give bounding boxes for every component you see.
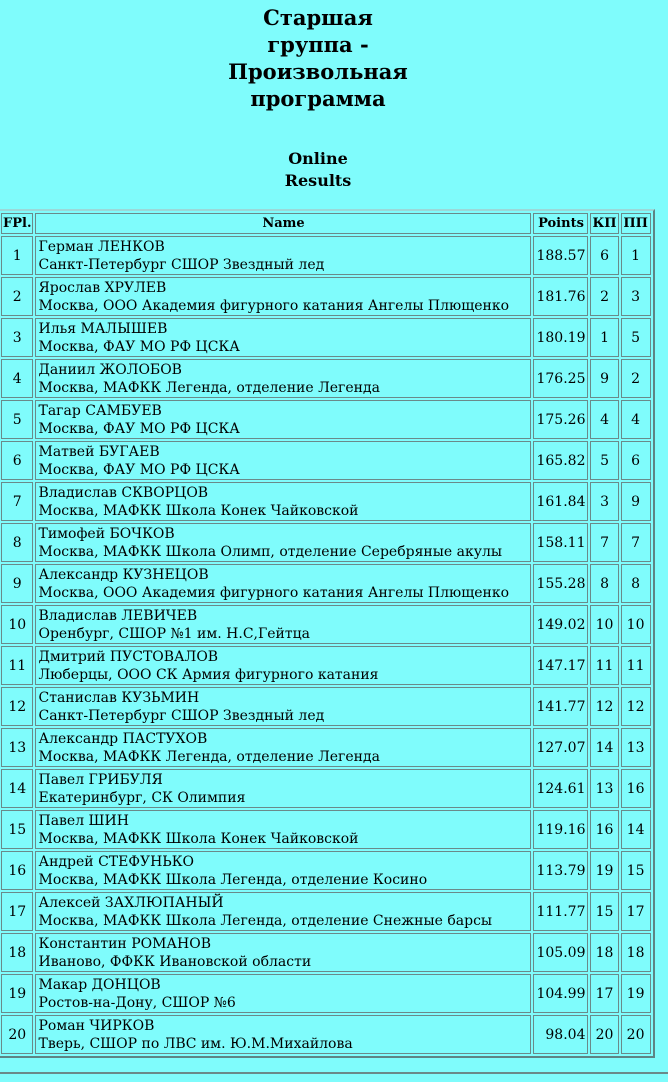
points-cell: 105.09 [533,933,588,972]
points-cell: 111.77 [533,892,588,931]
skater-club: Москва, ФАУ МО РФ ЦСКА [38,461,240,478]
table-row [1,728,651,767]
skater-cell [35,441,531,480]
points-cell: 175.26 [533,400,588,439]
kp-cell: 4 [590,400,618,439]
skater-club: Москва, МАФКК Легенда, отделение Легенда [38,379,380,396]
skater-name: Павел ШИН [38,812,129,829]
header-row [1,213,651,234]
skater-name: Александр КУЗНЕЦОВ [38,566,209,583]
skater-name: Станислав КУЗЬМИН [38,689,200,706]
skater-cell [35,687,531,726]
skater-cell [35,359,531,398]
place-cell: 13 [1,728,33,767]
points-cell: 104.99 [533,974,588,1013]
points-cell: 155.28 [533,564,588,603]
kp-cell: 3 [590,482,618,521]
skater-name: Макар ДОНЦОВ [38,976,161,993]
points-cell: 119.16 [533,810,588,849]
title-line: программа [250,86,386,111]
skater-cell [35,810,531,849]
kp-cell: 17 [590,974,618,1013]
skater-cell [35,769,531,808]
kp-cell: 5 [590,441,618,480]
points-cell: 176.25 [533,359,588,398]
header-pp: ПП [621,213,651,234]
skater-name: Герман ЛЕНКОВ [38,238,165,255]
place-cell: 6 [1,441,33,480]
place-cell: 1 [1,236,33,275]
pp-cell: 13 [621,728,651,767]
skater-club: Москва, ФАУ МО РФ ЦСКА [38,420,240,437]
kp-cell: 6 [590,236,618,275]
pp-cell: 6 [621,441,651,480]
kp-cell: 10 [590,605,618,644]
pp-cell: 16 [621,769,651,808]
place-cell: 19 [1,974,33,1013]
pp-cell: 3 [621,277,651,316]
table-row [1,605,651,644]
title-line: Старшая [263,5,373,30]
place-cell: 5 [1,400,33,439]
table-row [1,687,651,726]
kp-cell: 8 [590,564,618,603]
pp-cell: 5 [621,318,651,357]
skater-club: Москва, МАФКК Школа Конек Чайковской [38,502,359,519]
table-row [1,851,651,890]
points-cell: 124.61 [533,769,588,808]
skater-cell [35,1015,531,1054]
table-row [1,810,651,849]
pp-cell: 11 [621,646,651,685]
skater-name: Даниил ЖОЛОБОВ [38,361,182,378]
place-cell: 4 [1,359,33,398]
table-row [1,523,651,562]
skater-club: Ростов-на-Дону, СШОР №6 [38,994,236,1011]
skater-cell [35,933,531,972]
skater-name: Алексей ЗАХЛЮПАНЫЙ [38,894,224,911]
points-cell: 98.04 [533,1015,588,1054]
skater-club: Санкт-Петербург СШОР Звездный лед [38,707,325,724]
skater-name: Александр ПАСТУХОВ [38,730,208,747]
skater-name: Дмитрий ПУСТОВАЛОВ [38,648,219,665]
pp-cell: 2 [621,359,651,398]
kp-cell: 20 [590,1015,618,1054]
place-cell: 16 [1,851,33,890]
points-cell: 147.17 [533,646,588,685]
table-row [1,236,651,275]
skater-club: Москва, МАФКК Школа Легенда, отделение Косино [38,871,428,888]
skater-cell [35,400,531,439]
points-cell: 181.76 [533,277,588,316]
skater-club: Москва, МАФКК Легенда, отделение Легенда [38,748,380,765]
kp-cell: 15 [590,892,618,931]
skater-name: Андрей СТЕФУНЬКО [38,853,195,870]
pp-cell: 14 [621,810,651,849]
pp-cell: 1 [621,236,651,275]
table-row [1,933,651,972]
table-row [1,482,651,521]
skater-cell [35,277,531,316]
kp-cell: 19 [590,851,618,890]
title-line: группа - [267,32,369,57]
bottom-table-edge [0,1072,668,1082]
pp-cell: 19 [621,974,651,1013]
place-cell: 11 [1,646,33,685]
skater-name: Тагар САМБУЕВ [38,402,162,419]
pp-cell: 20 [621,1015,651,1054]
skater-cell [35,564,531,603]
kp-cell: 16 [590,810,618,849]
points-cell: 180.19 [533,318,588,357]
pp-cell: 8 [621,564,651,603]
skater-club: Москва, ФАУ МО РФ ЦСКА [38,338,240,355]
skater-cell [35,523,531,562]
pp-cell: 4 [621,400,651,439]
table-row [1,277,651,316]
place-cell: 7 [1,482,33,521]
subtitle-line: Results [284,171,352,190]
skater-club: Оренбург, СШОР №1 им. Н.С,Гейтца [38,625,310,642]
skater-name: Роман ЧИРКОВ [38,1017,155,1034]
subtitle-line: Online [288,149,348,168]
kp-cell: 9 [590,359,618,398]
skater-name: Тимофей БОЧКОВ [38,525,175,542]
page-subtitle [0,148,636,192]
place-cell: 18 [1,933,33,972]
skater-name: Матвей БУГАЕВ [38,443,160,460]
page-title [0,4,636,112]
table-row [1,359,651,398]
points-cell: 127.07 [533,728,588,767]
skater-club: Москва, МАФКК Школа Конек Чайковской [38,830,359,847]
skater-club: Москва, ООО Академия фигурного катания Ангелы Плющенко [38,584,510,601]
table-row [1,564,651,603]
title-line: Произвольная [228,59,408,84]
header-name: Name [35,213,531,234]
skater-name: Ярослав ХРУЛЕВ [38,279,167,296]
header-points: Points [533,213,588,234]
place-cell: 10 [1,605,33,644]
points-cell: 161.84 [533,482,588,521]
skater-club: Екатеринбург, СК Олимпия [38,789,246,806]
skater-club: Люберцы, ООО СК Армия фигурного катания [38,666,379,683]
kp-cell: 2 [590,277,618,316]
skater-cell [35,892,531,931]
skater-cell [35,974,531,1013]
place-cell: 12 [1,687,33,726]
place-cell: 3 [1,318,33,357]
points-cell: 113.79 [533,851,588,890]
results-table [0,209,655,1058]
pp-cell: 7 [621,523,651,562]
table-row [1,441,651,480]
table-row [1,769,651,808]
kp-cell: 1 [590,318,618,357]
table-row [1,1015,651,1054]
table-row [1,318,651,357]
skater-club: Москва, МАФКК Школа Олимп, отделение Серебряные акулы [38,543,503,560]
kp-cell: 14 [590,728,618,767]
pp-cell: 10 [621,605,651,644]
skater-club: Москва, МАФКК Школа Легенда, отделение Снежные барсы [38,912,493,929]
kp-cell: 7 [590,523,618,562]
place-cell: 20 [1,1015,33,1054]
skater-club: Санкт-Петербург СШОР Звездный лед [38,256,325,273]
skater-club: Тверь, СШОР по ЛВС им. Ю.М.Михайлова [38,1035,353,1052]
pp-cell: 15 [621,851,651,890]
pp-cell: 18 [621,933,651,972]
skater-cell [35,605,531,644]
header-kp: КП [590,213,618,234]
points-cell: 165.82 [533,441,588,480]
skater-club: Москва, ООО Академия фигурного катания Ангелы Плющенко [38,297,510,314]
kp-cell: 13 [590,769,618,808]
header-fpl: FPl. [1,213,33,234]
kp-cell: 12 [590,687,618,726]
pp-cell: 9 [621,482,651,521]
table-row [1,646,651,685]
place-cell: 2 [1,277,33,316]
place-cell: 14 [1,769,33,808]
skater-name: Константин РОМАНОВ [38,935,212,952]
table-row [1,892,651,931]
skater-cell [35,236,531,275]
table-row [1,974,651,1013]
place-cell: 17 [1,892,33,931]
skater-cell [35,728,531,767]
pp-cell: 12 [621,687,651,726]
skater-cell [35,646,531,685]
skater-club: Иваново, ФФКК Ивановской области [38,953,312,970]
skater-name: Павел ГРИБУЛЯ [38,771,163,788]
points-cell: 149.02 [533,605,588,644]
skater-cell [35,318,531,357]
place-cell: 9 [1,564,33,603]
table-row [1,400,651,439]
points-cell: 188.57 [533,236,588,275]
skater-name: Владислав СКВОРЦОВ [38,484,209,501]
skater-name: Илья МАЛЫШЕВ [38,320,168,337]
skater-name: Владислав ЛЕВИЧЕВ [38,607,198,624]
pp-cell: 17 [621,892,651,931]
kp-cell: 18 [590,933,618,972]
place-cell: 8 [1,523,33,562]
points-cell: 141.77 [533,687,588,726]
place-cell: 15 [1,810,33,849]
kp-cell: 11 [590,646,618,685]
points-cell: 158.11 [533,523,588,562]
skater-cell [35,851,531,890]
skater-cell [35,482,531,521]
